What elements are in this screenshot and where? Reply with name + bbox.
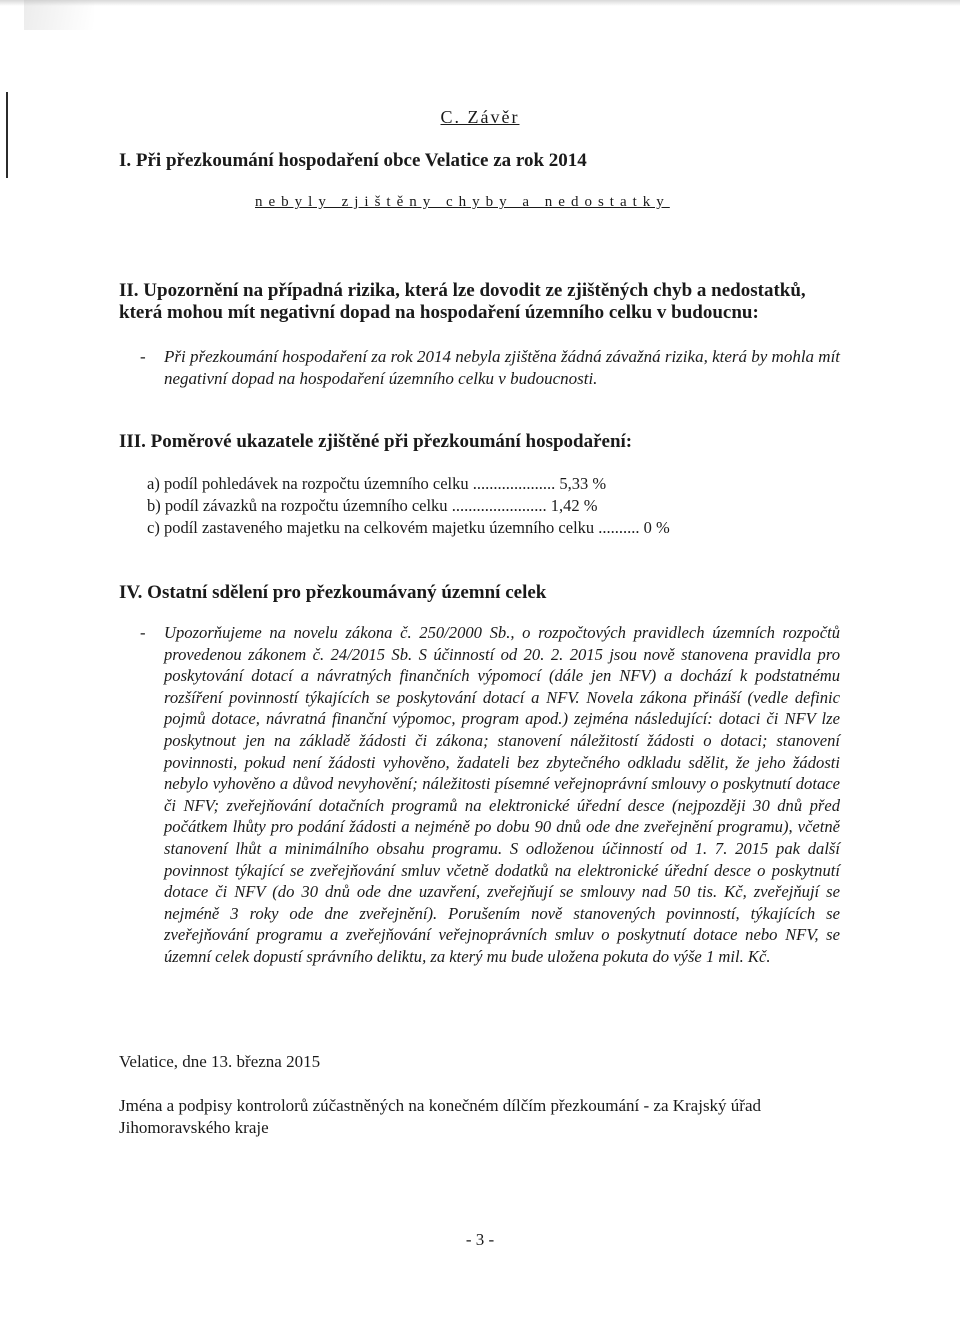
section-ii-item-text: Při přezkoumání hospodaření za rok 2014 nebyla zjištěna žádná závažná rizika, která by mohla mít negativní dopad na hospodaření územního celku v budoucnosti. [164, 347, 841, 388]
ratio-label: c) podíl zastaveného majetku na celkovém majetku územního celku [147, 518, 595, 537]
scan-top-edge [0, 0, 960, 6]
list-dash: - [140, 347, 146, 366]
ratio-row [147, 518, 670, 538]
page-number: - 3 - [465, 1230, 495, 1249]
section-iv-note [140, 622, 840, 968]
section-i-result: nebyly zjištěny chyby a nedostatky [255, 194, 670, 210]
ratio-row [147, 496, 597, 516]
ratio-dots: ....................... [451, 496, 547, 515]
place-date: Velatice, dne 13. března 2015 [119, 1052, 321, 1071]
section-i-heading: I. Při přezkoumání hospodaření obce Velatice za rok 2014 [119, 150, 587, 171]
section-iii-heading: III. Poměrové ukazatele zjištěné při přezkoumání hospodaření: [119, 431, 633, 452]
section-iv-note-text: Upozorňujeme na novelu zákona č. 250/2000 Sb., o rozpočtových pravidlech územních rozpočtů provedenou zákonem č. 24/2015 Sb. S účinností od 20. 2. 2015 jsou nově stanovena pravidla pro poskytování dotací a návratných finančních výpomocí (dále jen NFV) a dochází k podstatnému rozšíření povinností týkajících se poskytování dotací a NFV. Novela zákona přináší (vedle definic pojmů dotace, návratná finanční výpomoc, program apod.) zejména následující: dotaci či NFV lze poskytnout jen na základě žádosti či zákona; stanovení náležitostí žádosti o dotaci; stanovení povinnosti, pokud není žádosti vyhověno, žadateli bez zbytečného odkladu sdělit, že jeho žádosti nebylo vyhověno a důvod nevyhovění; náležitosti písemné veřejnoprávní smlouvy o poskytnutí dotace či NFV; zveřejňování dotačních programů na elektronické úřední desce (nejpozději 30 dnů před počátkem lhůty pro podání žádosti a nejméně po dobu 90 dnů ode dne zveřejnění programu), včetně stanovení lhůt a minimálního obsahu programu. S odloženou účinností od 1. 7. 2015 pak další povinnost týkající se zveřejňování smluv včetně dodatků na elektronické úřední desce o poskytnutí dotace či NFV (do 30 dnů ode dne uzavření, zveřejňují se smlouvy nad 50 tis. Kč, zveřejňují se nejméně 3 roky ode dne zveřejnění). Porušením nově stanovených povinností, týkajících se zveřejňování programu a zveřejňování veřejnoprávních smluv o poskytnutí dotace nebo NFV, se územní celek dopustí správního deliktu, za který mu bude uložena pokuta do výše 1 mil. Kč. [164, 623, 840, 966]
ratio-dots: .................... [472, 474, 556, 493]
ratio-value: 5,33 % [559, 474, 607, 493]
conclusion-title: C. Závěr [440, 107, 520, 127]
ratio-label: a) podíl pohledávek na rozpočtu územního celku [147, 474, 469, 493]
scan-smudge [24, 0, 94, 30]
ratio-row [147, 474, 606, 494]
ratio-dots: .......... [598, 518, 640, 537]
ratio-label: b) podíl závazků na rozpočtu územního celku [147, 496, 448, 515]
section-iv-heading: IV. Ostatní sdělení pro přezkoumávaný územní celek [119, 582, 547, 603]
signatures-line: Jména a podpisy kontrolorů zúčastněných na konečném dílčím přezkoumání - za Krajský úřad Jihomoravského kraje [119, 1096, 762, 1137]
scan-left-edge-mark [6, 92, 8, 178]
list-dash: - [140, 623, 146, 642]
section-ii-item [140, 346, 860, 390]
ratio-value: 0 % [643, 518, 670, 537]
ratio-value: 1,42 % [550, 496, 598, 515]
section-ii-heading: II. Upozornění na případná rizika, která lze dovodit ze zjištěných chyb a nedostatků, která mohou mít negativní dopad na hospodaření územního celku v budoucnu: [119, 280, 806, 323]
